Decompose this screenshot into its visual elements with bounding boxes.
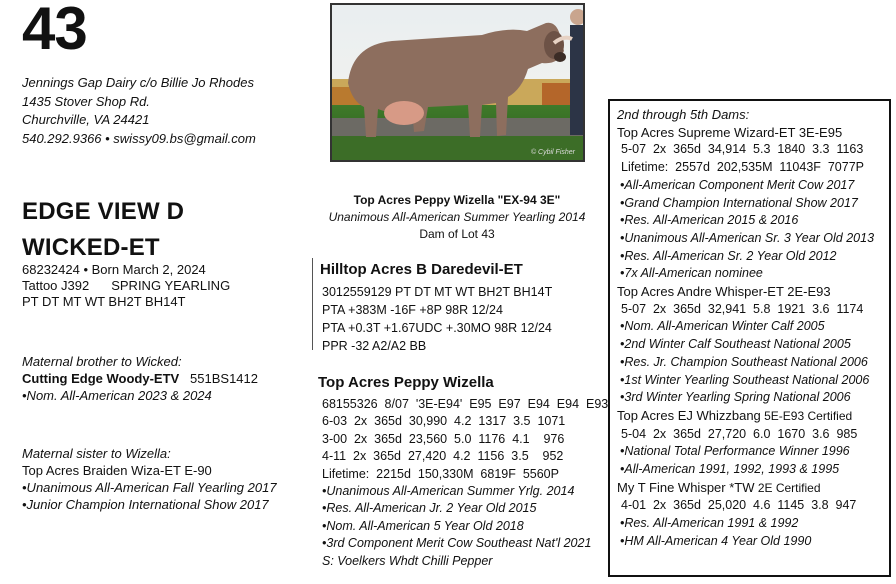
dam-entry-note: •All-American Component Merit Cow 2017 [620,177,855,192]
dam-note: •3rd Component Merit Cow Southeast Nat'l 2021 [322,536,592,551]
caption-award: Unanimous All-American Summer Yearling 2014 [328,210,586,224]
sire-divider [312,258,313,350]
sire-line: 3012559129 PT DT MT WT BH2T BH14T [322,285,553,299]
dam-entry-note: •Nom. All-American Winter Calf 2005 [620,319,825,334]
dam-entry-title: My T Fine Whisper *TW [617,479,755,495]
caption-title: Top Acres Peppy Wizella "EX-94 3E" [353,193,561,207]
sire-line: PPR -32 A2/A2 BB [322,339,427,353]
dam-entry-lifetime: Lifetime: 2557d 202,535M 11043F 7077P [621,160,864,175]
dam-entry-name [617,124,874,142]
dam-entry-note: •1st Winter Yearling Southeast National 2006 [620,372,870,387]
animal-class: SPRING YEARLING [111,278,231,293]
dam-info [322,396,608,570]
consignor-block [22,74,256,148]
sister-note: •Junior Champion International Show 2017 [22,497,269,512]
dam-note: •Nom. All-American 5 Year Old 2018 [322,518,524,533]
sire-info [322,283,552,355]
brother-code: 551BS1412 [190,371,258,386]
dam-entry-note: •HM All-American 4 Year Old 1990 [620,533,812,548]
animal-name-line1: EDGE VIEW D [22,198,185,225]
dam-entry-note: •3rd Winter Yearling Spring National 2006 [620,390,851,405]
dam-entry-title: Top Acres Andre Whisper-ET 2E-E93 [617,284,831,300]
ancestor-dams-list [617,106,874,551]
consignor-line: 1435 Stover Shop Rd. [22,93,150,109]
dam-entry-note: •7x All-American nominee [620,266,763,281]
sire-line: PTA +0.3T +1.67UDC +.30MO 98R 12/24 [322,321,552,335]
sister-name: Top Acres Braiden Wiza-ET E-90 [22,463,212,478]
animal-name-line2: WICKED-ET [22,234,160,261]
photographer-signature: © Cybil Fisher [530,149,575,156]
dam-entry-classification: 5E-E93 Certified [760,408,853,423]
genetic-codes: PT DT MT WT BH2T BH14T [22,294,186,309]
tattoo: Tattoo J392 [22,278,90,293]
photo-caption [318,192,596,243]
dam-entry-name [617,283,874,301]
dam-lifetime: Lifetime: 2215d 150,330M 6819F 5560P [322,466,559,481]
dam-entry-note: •Res. All-American 1991 & 1992 [620,516,799,531]
dam-entry-record: 4-01 2x 365d 25,020 4.6 1145 3.8 947 [621,498,857,513]
sister-label: Maternal sister to Wizella: [22,446,171,461]
dam-entry-record: 5-07 2x 365d 32,941 5.8 1921 3.6 1174 [621,301,864,316]
dam-note: •Res. All-American Jr. 2 Year Old 2015 [322,501,537,516]
dam-entry-name [617,407,874,426]
dam-entry-note: •Grand Champion International Show 2017 [620,195,858,210]
dam-entry-record: 5-04 2x 365d 27,720 6.0 1670 3.6 985 [621,426,858,441]
caption-dam-of: Dam of Lot 43 [419,227,495,241]
dam-entry-note: •Unanimous All-American Sr. 3 Year Old 2013 [620,230,875,245]
brother-label: Maternal brother to Wicked: [22,354,182,369]
dam-entry-note: •Res. All-American Sr. 2 Year Old 2012 [620,248,837,263]
dam-entry-classification: 2E Certified [754,480,821,495]
consignor-contact: 540.292.9366 • swissy09.bs@gmail.com [22,130,256,146]
dam-entry-note: •Res. Jr. Champion Southeast National 2006 [620,354,868,369]
cow-photo-illustration [332,5,583,160]
brother-note: •Nom. All-American 2023 & 2024 [22,388,212,403]
tattoo-line [22,278,230,294]
lot-number: 43 [22,0,87,62]
dam-note: •Unanimous All-American Summer Yrlg. 2014 [322,484,575,499]
dam-entry-record: 5-07 2x 365d 34,914 5.3 1840 3.3 1163 [621,142,864,157]
dam-name: Top Acres Peppy Wizella [318,374,494,391]
dam-line: 68155326 8/07 '3E-E94' E95 E97 E94 E94 E93 [322,397,609,411]
consignor-line: Jennings Gap Dairy c/o Billie Jo Rhodes [22,75,254,90]
dam-entry-title: Top Acres Supreme Wizard-ET 3E-E95 [617,124,843,140]
dam-entry-name [617,479,874,498]
consignor-line: Churchville, VA 24421 [22,112,150,127]
brother-line [22,370,258,387]
dam-entry-note: •National Total Performance Winner 1996 [620,444,850,459]
dam-entry-title: Top Acres EJ Whizzbang [617,407,761,423]
animal-info [22,262,230,310]
registration-line: 68232424 • Born March 2, 2024 [22,262,206,277]
dam-line: 6-03 2x 365d 30,990 4.2 1317 3.5 1071 [322,414,566,429]
sire-name: Hilltop Acres B Daredevil-ET [320,261,523,278]
animal-name [22,194,184,266]
cow-photo [330,3,585,162]
brother-name: Cutting Edge Woody-ETV [22,371,180,386]
dam-entry-note: •All-American 1991, 1992, 1993 & 1995 [620,462,840,477]
maternal-sister-block [22,445,277,513]
dam-sire-line: S: Voelkers Whdt Chilli Pepper [322,553,493,568]
dam-line: 3-00 2x 365d 23,560 5.0 1176 4.1 976 [322,431,565,446]
dam-entry-note: •2nd Winter Calf Southeast National 2005 [620,337,851,352]
dam-entry-note: •Res. All-American 2015 & 2016 [620,213,799,228]
dam-line: 4-11 2x 365d 27,420 4.2 1156 3.5 952 [322,449,564,464]
maternal-brother-block [22,353,258,404]
sister-note: •Unanimous All-American Fall Yearling 2017 [22,480,277,495]
dams-heading: 2nd through 5th Dams: [617,107,750,122]
sire-line: PTA +383M -16F +8P 98R 12/24 [322,303,503,317]
